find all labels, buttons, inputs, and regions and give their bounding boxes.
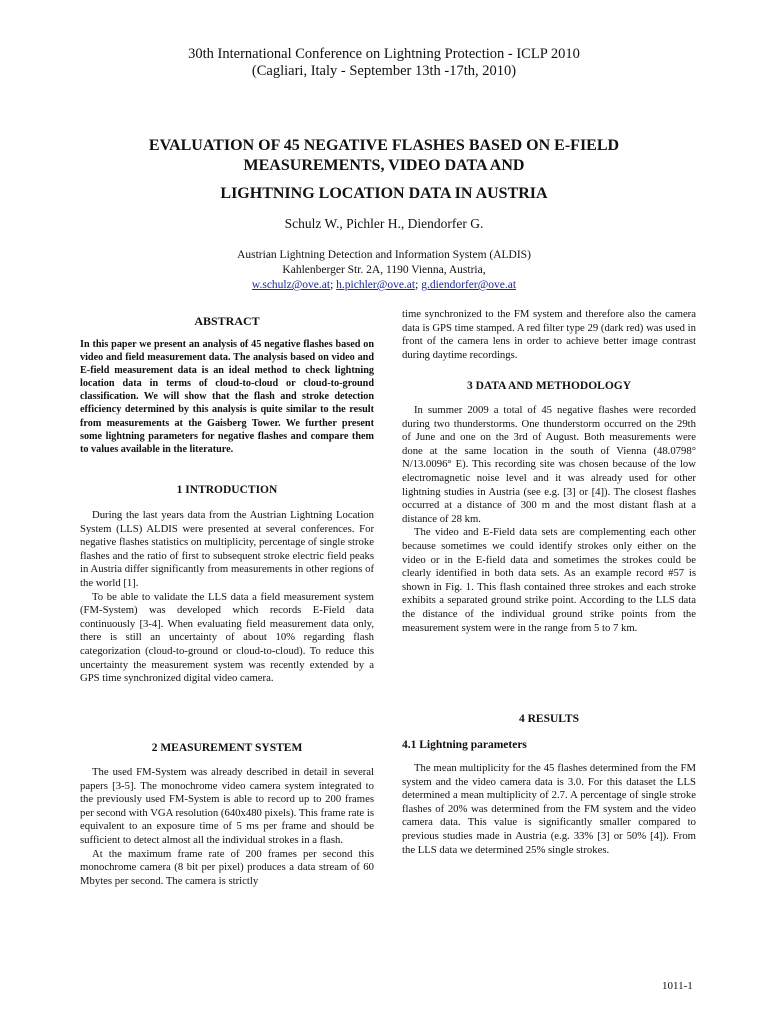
section-measurement-body <box>80 766 374 888</box>
affiliation-line-1: Austrian Lightning Detection and Information System (ALDIS) <box>237 249 531 261</box>
data-paragraph-2: The video and E-Field data sets are complementing each other because sometimes we could identify strokes only either on the video or in the E-field data and sometimes the strokes could be clearly identified in both data sets. As an example record #57 is shown in Fig. 1. This flash contained three strokes and each stroke exhibits a separated ground strike point. According to the LLS data the distance of the individual ground strike points from the measurement system were in the range from 5 to 7 km. <box>402 526 696 634</box>
email-link-diendorfer[interactable]: g.diendorfer@ove.at <box>421 279 517 291</box>
measurement-paragraph-1: The used FM-System was already described in detail in several papers [3-5]. The monochrome video camera system integrated to the previously used FM-System is able to record up to 200 frames per second with VGA resolution (640x480 pixels). This frame rate is equivalent to an exposure time of 5 ms per frame and should be sufficient to detect almost all the individual strokes in a flash. <box>80 766 374 846</box>
section-data-heading: 3 DATA AND METHODOLOGY <box>466 380 632 392</box>
paper-title <box>60 136 708 204</box>
page-number: 1011-1 <box>662 980 693 992</box>
results-paragraph-1: The mean multiplicity for the 45 flashes determined from the FM system and the video camera data is 3.0. For this dataset the LLS determined a mean multiplicity of 2.7. A percentage of single stroke flashes of 20% was determined from the FM system and the video camera data. This value is significantly smaller compared to previous studies made in Austria (e.g. 33% [3] or 50% [4]). From the LLS data we determined 25% single strokes. <box>402 762 696 856</box>
email-links: w.schulz@ove.at; h.pichler@ove.at; g.diendorfer@ove.at <box>251 279 517 291</box>
title-line-2: MEASUREMENTS, VIDEO DATA AND <box>243 157 525 174</box>
conference-line-2: (Cagliari, Italy - September 13th -17th, 2010) <box>251 63 517 79</box>
abstract-text: In this paper we present an analysis of 45 negative flashes based on video and field measurement data. The analysis based on video and E-field measurement data is an ideal method to check lightning location data in terms of cloud-to-cloud or cloud-to-ground classification. We will show that the flash and stroke detection efficiency determined by this analysis is quite similar to the result from measurements at the Gaisberg Tower. We further present some lightning parameters for negative flashes and compare them to values available in the literature. <box>80 339 374 455</box>
measurement-paragraph-2-cont: time synchronized to the FM system and therefore also the camera data is GPS time stamped. A red filter type 29 (dark red) was used in front of the camera lens in order to achieve better image contrast during daytime recordings. <box>402 308 696 361</box>
measurement-paragraph-2: At the maximum frame rate of 200 frames per second this monochrome camera (8 bit per pixel) produces a data stream of 60 Mbytes per second. The camera is strictly <box>80 847 374 887</box>
measurement-continuation <box>402 308 696 362</box>
section-data-body <box>402 404 696 635</box>
section-introduction-body <box>80 509 374 686</box>
email-link-schulz[interactable]: w.schulz@ove.at <box>251 279 331 291</box>
authors: Schulz W., Pichler H., Diendorfer G. <box>284 216 484 231</box>
section-measurement-heading: 2 MEASUREMENT SYSTEM <box>151 742 303 754</box>
data-paragraph-1: In summer 2009 a total of 45 negative flashes were recorded during two thunderstorms. One thunderstorm occurred on the 29th of June and one on the 3rd of August. Both measurements were done at the same location in the south of Vienna (48.0798° N/13.0096° E). This recording site was chosen because of the low electromagnetic noise level and it was already used for other lightning studies in Austria (see e.g. [3] or [4]). The closest flashes occurred at a distance of 300 m and the most distant flash at a distance of 28 km. <box>402 404 696 525</box>
conference-line-1: 30th International Conference on Lightning Protection - ICLP 2010 <box>188 46 580 62</box>
affiliation <box>0 248 768 293</box>
title-line-1: EVALUATION OF 45 NEGATIVE FLASHES BASED ON E-FIELD <box>148 137 620 154</box>
section-results-body <box>402 762 696 857</box>
conference-header <box>0 46 768 80</box>
section-results-heading: 4 RESULTS <box>519 713 579 725</box>
email-link-pichler[interactable]: h.pichler@ove.at <box>336 279 416 291</box>
title-line-3: LIGHTNING LOCATION DATA IN AUSTRIA <box>220 185 548 202</box>
intro-paragraph-1: During the last years data from the Austrian Lightning Location System (LLS) ALDIS were presented at several conferences. For negative flashes statistics on multiplicity, percentage of single stroke flashes and the ratio of first to subsequent stroke electric field peaks in Austria differ significantly from measurements in other regions of the world [1]. <box>80 509 374 589</box>
affiliation-line-2: Kahlenberger Str. 2A, 1190 Vienna, Austria, <box>282 264 486 276</box>
abstract-heading: ABSTRACT <box>194 314 260 328</box>
intro-paragraph-2: To be able to validate the LLS data a field measurement system (FM-System) was developed which records E-Field data continuously [3-4]. When evaluating field measurement data only, there is still an uncertainty of about 10% regarding flash categorization (cloud-to-ground or cloud-to-cloud). To reduce this uncertainty the measurement system was recently extended by a GPS time synchronized digital video camera. <box>80 590 374 685</box>
subsection-lightning-parameters-heading: 4.1 Lightning parameters <box>402 739 527 751</box>
section-introduction-heading: 1 INTRODUCTION <box>176 484 278 496</box>
